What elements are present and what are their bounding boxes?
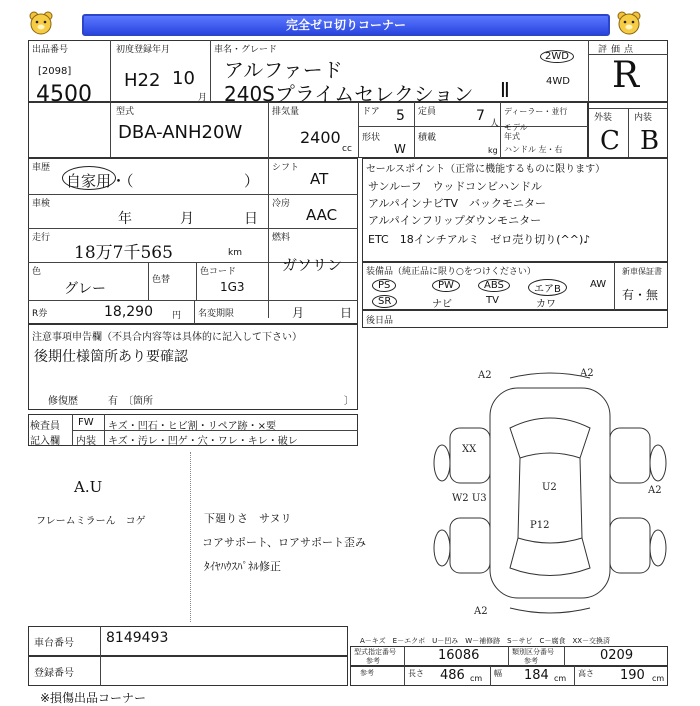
recycle-label: R券 [32, 309, 48, 319]
equip-pw: PW [432, 279, 460, 292]
name-label: 車名・グレード [214, 45, 278, 55]
name-change-day: 日 [340, 306, 353, 320]
inspector-label-1: 検査員 [30, 421, 60, 432]
mileage-label: 走行 [32, 233, 51, 243]
name-change-month: 月 [292, 306, 305, 320]
int-label: 内装 [76, 436, 96, 447]
registration-box [28, 656, 348, 686]
history-close: ） [244, 172, 260, 190]
model-ref-label: 型式指定番号 [354, 648, 396, 656]
grade-roman: Ⅱ [500, 78, 510, 102]
class-ref: 0209 [600, 648, 634, 663]
mark-8: A2 [474, 606, 488, 617]
color-code-label: 色コード [200, 267, 237, 277]
reg-label: 初度登録年月 [116, 45, 171, 55]
equip-sr: SR [372, 295, 397, 308]
length: 486 [440, 668, 465, 683]
banner [0, 8, 700, 32]
inspect-day: 日 [244, 211, 258, 227]
score-label: 評価点 [598, 45, 638, 55]
mark-5: U2 [542, 482, 557, 493]
color-code: 1G3 [220, 280, 245, 294]
reg-era: H22 [124, 70, 161, 91]
damage-legend: A－キズ E－エクボ U－凹み W－補修跡 S－サビ C－腐食 XX－交換済 [360, 637, 611, 645]
height-unit: cm [652, 674, 665, 683]
ac-label: 冷房 [272, 199, 291, 209]
seat-unit: 人 [490, 119, 500, 129]
equip-ps: PS [372, 279, 396, 292]
int-grade: B [640, 126, 660, 156]
mileage-unit: km [228, 248, 242, 258]
width-label: 幅 [494, 669, 502, 678]
chassis-label: 車台番号 [34, 638, 74, 649]
len-label: 長さ [408, 669, 424, 678]
model: DBA-ANH20W [118, 122, 243, 143]
dealer-label: ディーラー・並行 [504, 107, 568, 116]
drive-2wd: 2WD [540, 50, 574, 63]
equip-abs: ABS [478, 279, 510, 292]
hw-tire: ﾀｲﾔﾊｳｽﾊﾟﾈﾙ修正 [204, 560, 281, 573]
seat: 7 [476, 108, 485, 124]
width-unit: cm [554, 674, 567, 683]
recycle-unit: 円 [172, 311, 182, 321]
mascot-bear-icon [616, 10, 642, 36]
hw-under: 下廻りさ サヌリ [204, 512, 292, 525]
sales-line-4: ETC 18インチアルミ ゼロ売り切り(^^)♪ [368, 233, 591, 246]
shift-label: シフト [272, 163, 300, 173]
equip-aw: AW [590, 279, 607, 290]
load-unit: kg [488, 146, 498, 155]
mark-3: XX [462, 444, 477, 455]
mark-4: W2 U3 [452, 493, 487, 504]
class-ref-label: 類別区分番号 [512, 648, 554, 656]
back-items-label: 後日品 [366, 316, 394, 326]
lot-sub: [2098] [38, 66, 72, 77]
hw-frame: フレームミラーん コゲ [36, 516, 146, 527]
drive-4wd: 4WD [546, 76, 570, 87]
inspect-label: 車検 [32, 199, 51, 209]
class-ref-sub: 参考 [524, 657, 538, 665]
lot-label: 出品番号 [32, 45, 69, 55]
new-car-label: 新車保証書 [622, 267, 662, 276]
fuel-label: 燃料 [272, 233, 291, 243]
recycle: 18,290 [104, 304, 153, 320]
shape-label: 形状 [362, 133, 381, 143]
len-unit: cm [470, 674, 483, 683]
ext-label: 外装 [594, 113, 613, 123]
grade: 240Sプライムセレクション [224, 82, 474, 106]
equip-airbag: エアB [528, 279, 567, 296]
repair-value: 有 〔箇所 [108, 396, 153, 407]
mark-2: A2 [580, 368, 594, 379]
reg-month-unit: 月 [198, 93, 208, 103]
inspector-label-2: 記入欄 [30, 436, 60, 447]
handle-label: ハンドル 左・右 [504, 145, 563, 154]
sales-title: セールスポイント（正常に機能するものに限ります） [366, 164, 606, 175]
car-name: アルファード [224, 58, 343, 82]
model-year-label: モデル [504, 123, 528, 132]
int-items: キズ・汚レ・凹ゲ・穴・ワレ・キレ・破レ [108, 436, 298, 447]
model-ref-sub: 参考 [366, 657, 380, 665]
sales-line-3: アルパインフリップダウンモニター [368, 214, 542, 227]
height: 190 [620, 668, 645, 683]
sales-line-1: サンルーフ ウッドコンビハンドル [368, 180, 542, 193]
mascot-bear-icon [28, 10, 54, 36]
car-damage-diagram [430, 368, 670, 618]
door-label: ドア [362, 107, 380, 117]
equip-navi: ナビ [432, 299, 452, 310]
hw-core: コアサポート、ロアサポート歪み [202, 536, 367, 549]
fw-items: キズ・凹石・ヒビ割・リペア跡・×要 [108, 421, 276, 432]
hw-au: A.U [74, 478, 103, 496]
mark-7: P12 [530, 520, 550, 531]
score: R [612, 55, 640, 96]
mark-6: A2 [648, 485, 662, 496]
color: グレー [64, 281, 106, 297]
equip-leather: カワ [536, 299, 556, 310]
ext-grade: C [600, 126, 620, 156]
mileage: 18万7千565 [74, 243, 173, 263]
history: 自家用・（ [66, 172, 134, 190]
model-year-label2: 年式 [504, 132, 520, 141]
model-ref: 16086 [438, 648, 480, 663]
warranty: 有・無 [622, 288, 659, 302]
history-circle [62, 166, 116, 190]
notes-label: 注意事項申告欄（不具合内容等は具体的に記入して下さい） [32, 332, 302, 343]
disp: 2400 [300, 128, 341, 147]
shift: AT [310, 170, 329, 188]
sales-line-2: アルパインナビTV バックモニター [368, 197, 547, 210]
inspect-month: 月 [180, 211, 194, 227]
disp-label: 排気量 [272, 107, 300, 117]
fw-label: FW [78, 417, 94, 428]
size-ref: 参考 [360, 669, 374, 677]
disp-unit: cc [342, 144, 352, 154]
width: 184 [524, 668, 549, 683]
load-label: 積載 [418, 133, 437, 143]
fuel: ガソリン [282, 256, 343, 274]
chassis-box [28, 626, 348, 656]
notes-text: 後期仕様箇所あり要確認 [34, 349, 188, 365]
door: 5 [396, 108, 405, 124]
model-label: 型式 [116, 107, 135, 117]
repair-label: 修復歴 [48, 396, 78, 407]
registration-label: 登録番号 [34, 668, 74, 679]
footer-note: ※損傷出品コーナー [40, 691, 147, 705]
ac: AAC [306, 206, 338, 224]
repair-close: 〕 [344, 396, 354, 407]
seat-label: 定員 [418, 107, 437, 117]
mark-1: A2 [478, 370, 492, 381]
chassis-number: 8149493 [106, 630, 169, 646]
lot-number: 4500 [36, 82, 92, 107]
shape: W [394, 142, 406, 156]
equipment-title: 装備品（純正品に限り○をつけください） [366, 267, 536, 277]
int-label: 内装 [634, 113, 653, 123]
name-change-label: 名変期限 [198, 309, 235, 319]
reg-month: 10 [172, 68, 195, 89]
color-label: 色 [32, 267, 42, 277]
color-change-label: 色替 [152, 275, 171, 285]
equip-tv: TV [486, 295, 499, 306]
inspect-year: 年 [118, 211, 132, 227]
height-label: 高さ [578, 669, 594, 678]
back-items-box [362, 310, 668, 328]
banner-title: 完全ゼロ切りコーナー [82, 14, 610, 36]
history-label: 車歴 [32, 163, 51, 173]
